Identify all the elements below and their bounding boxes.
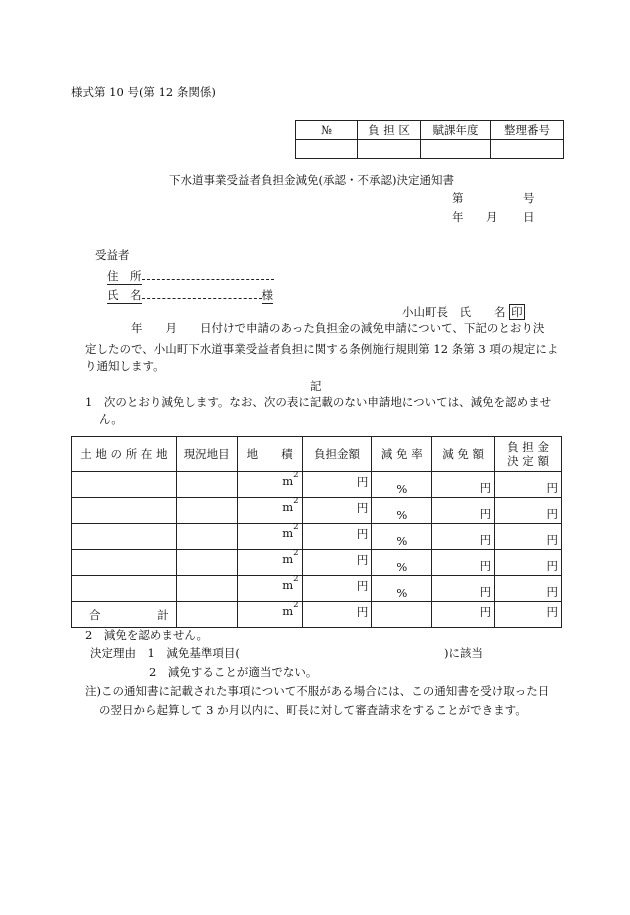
land-type-cell[interactable] xyxy=(176,576,237,602)
area-cell[interactable] xyxy=(237,550,302,576)
area-cell[interactable] xyxy=(237,576,302,602)
area-cell[interactable] xyxy=(237,472,302,498)
col-location: 土 地 の 所 在 地 xyxy=(72,437,177,472)
rate-cell[interactable] xyxy=(372,472,432,498)
form-label: 様式第 10 号(第 12 条関係) xyxy=(71,85,216,99)
yen-unit: 円 xyxy=(356,475,369,489)
total-label-left: 合 xyxy=(89,607,101,622)
reason-line-1-end: )に該当 xyxy=(444,646,483,660)
land-type-cell[interactable] xyxy=(176,524,237,550)
col-land-type: 現況地目 xyxy=(176,437,237,472)
yen-unit: 円 xyxy=(356,553,369,567)
total-rate-cell xyxy=(372,602,432,628)
sqm-unit: m xyxy=(282,578,294,592)
percent-unit: % xyxy=(396,586,408,600)
yen-unit: 円 xyxy=(546,559,558,573)
ki-heading: 記 xyxy=(310,379,322,393)
total-label xyxy=(72,602,177,628)
table-row xyxy=(72,550,562,576)
table-row xyxy=(72,576,562,602)
yen-unit: 円 xyxy=(546,585,558,599)
reduction-cell[interactable] xyxy=(432,524,495,550)
land-type-cell[interactable] xyxy=(176,550,237,576)
total-land-type xyxy=(176,602,237,628)
decided-cell[interactable] xyxy=(495,550,562,576)
reason-line-1: 決定理由 1 減免基準項目( xyxy=(90,646,240,660)
percent-unit: % xyxy=(396,508,408,522)
yen-unit: 円 xyxy=(479,559,492,573)
note-line-2: の翌日から起算して 3 か月以内に、町長に対して審査請求をすることができます。 xyxy=(99,703,527,717)
yen-unit: 円 xyxy=(356,527,369,541)
issuer-title: 小山町長 氏 名 xyxy=(402,305,506,319)
address-field[interactable] xyxy=(142,266,274,280)
col-rate: 減 免 率 xyxy=(372,437,432,472)
total-reduction-cell[interactable] xyxy=(432,602,495,628)
col-reduction: 減 免 額 xyxy=(432,437,495,472)
sqm-unit: m xyxy=(282,474,294,488)
yen-unit: 円 xyxy=(356,605,369,619)
sqm-unit: m xyxy=(282,500,294,514)
yen-unit: 円 xyxy=(479,585,492,599)
area-cell[interactable] xyxy=(237,524,302,550)
header-reference-number: 整理番号 xyxy=(491,121,564,140)
recipient-label: 受益者 xyxy=(95,248,130,262)
yen-unit: 円 xyxy=(546,605,558,619)
charge-cell[interactable] xyxy=(302,472,372,498)
yen-unit: 円 xyxy=(356,501,369,515)
yen-unit: 円 xyxy=(356,579,369,593)
col-charge: 負担金額 xyxy=(302,437,372,472)
col-area: 地 積 xyxy=(237,437,302,472)
charge-cell[interactable] xyxy=(302,498,372,524)
area-cell[interactable] xyxy=(237,498,302,524)
table-row xyxy=(72,472,562,498)
location-cell[interactable] xyxy=(72,576,177,602)
sqm-sup: 2 xyxy=(293,574,299,584)
levy-year-field[interactable] xyxy=(421,140,491,159)
intro-line-1: 年 月 日付けで申請のあった負担金の減免申請について、下記のとおり決 xyxy=(131,321,545,335)
sqm-sup: 2 xyxy=(293,496,299,506)
date-day: 日 xyxy=(523,210,535,224)
header-no: № xyxy=(296,121,358,140)
yen-unit: 円 xyxy=(546,533,558,547)
reduction-cell[interactable] xyxy=(432,472,495,498)
sqm-sup: 2 xyxy=(293,470,299,480)
rate-cell[interactable] xyxy=(372,550,432,576)
document-title: 下水道事業受益者負担金減免(承認・不承認)決定通知書 xyxy=(169,173,454,187)
sqm-sup: 2 xyxy=(293,548,299,558)
burden-district-field[interactable] xyxy=(358,140,421,159)
table-row xyxy=(72,498,562,524)
item1-line-2: ん。 xyxy=(99,412,123,426)
reduction-cell[interactable] xyxy=(432,550,495,576)
decided-cell[interactable] xyxy=(495,576,562,602)
sqm-unit: m xyxy=(282,526,294,540)
name-field[interactable] xyxy=(142,285,262,299)
total-area-cell[interactable] xyxy=(237,602,302,628)
col-decided xyxy=(495,437,562,472)
charge-cell[interactable] xyxy=(302,524,372,550)
reduction-cell[interactable] xyxy=(432,498,495,524)
sqm-sup: 2 xyxy=(293,600,299,610)
percent-unit: % xyxy=(396,534,408,548)
rate-cell[interactable] xyxy=(372,576,432,602)
reduction-table xyxy=(71,436,562,628)
sama-label: 様 xyxy=(261,288,273,302)
rate-cell[interactable] xyxy=(372,524,432,550)
total-row xyxy=(72,602,562,628)
reason-line-2: 2 減免することが適当でない。 xyxy=(149,665,318,679)
total-decided-cell[interactable] xyxy=(495,602,562,628)
yen-unit: 円 xyxy=(479,533,492,547)
yen-unit: 円 xyxy=(479,507,492,521)
number-go: 号 xyxy=(523,191,535,205)
seal-mark: 印 xyxy=(511,305,523,319)
sqm-unit: m xyxy=(282,604,294,618)
location-cell[interactable] xyxy=(72,524,177,550)
location-cell[interactable] xyxy=(72,550,177,576)
date-year: 年 xyxy=(452,210,464,224)
percent-unit: % xyxy=(396,560,408,574)
charge-cell[interactable] xyxy=(302,550,372,576)
name-label: 氏 名 xyxy=(107,288,142,302)
reference-number-field[interactable] xyxy=(491,140,564,159)
location-cell[interactable] xyxy=(72,498,177,524)
intro-line-3: り通知します。 xyxy=(85,359,165,373)
rate-cell[interactable] xyxy=(372,498,432,524)
name-row xyxy=(107,285,273,304)
location-cell[interactable] xyxy=(72,472,177,498)
land-type-cell[interactable] xyxy=(176,472,237,498)
col-decided-line-1: 負 担 金 xyxy=(507,440,549,454)
number-dai: 第 xyxy=(452,191,464,205)
header-burden-district: 負 担 区 xyxy=(358,121,421,140)
yen-unit: 円 xyxy=(479,605,492,619)
sqm-sup: 2 xyxy=(293,522,299,532)
yen-unit: 円 xyxy=(546,481,558,495)
total-label-right: 計 xyxy=(157,607,169,622)
col-decided-line-2: 決 定 額 xyxy=(507,454,549,468)
total-charge-cell[interactable] xyxy=(302,602,372,628)
header-levy-year: 賦課年度 xyxy=(421,121,491,140)
yen-unit: 円 xyxy=(479,481,492,495)
item1-line-1: 1 次のとおり減免します。なお、次の表に記載のない申請地については、減免を認めませ xyxy=(85,395,552,409)
table-row xyxy=(72,524,562,550)
reduction-cell[interactable] xyxy=(432,576,495,602)
decided-cell[interactable] xyxy=(495,498,562,524)
intro-line-2: 定したので、小山町下水道事業受益者負担に関する条例施行規則第 12 条第 3 項の規定によ xyxy=(85,342,559,356)
address-label: 住 所 xyxy=(107,269,142,283)
date-month: 月 xyxy=(486,210,498,224)
no-field[interactable] xyxy=(296,140,358,159)
note-line-1: 注)この通知書に記載された事項について不服がある場合には、この通知書を受け取った日 xyxy=(85,684,550,698)
item2-line-1: 2 減免を認めません。 xyxy=(85,628,209,642)
sqm-unit: m xyxy=(282,552,294,566)
header-table xyxy=(295,120,564,159)
address-row xyxy=(107,266,274,285)
percent-unit: % xyxy=(396,482,408,496)
charge-cell[interactable] xyxy=(302,576,372,602)
land-type-cell[interactable] xyxy=(176,498,237,524)
decided-cell[interactable] xyxy=(495,524,562,550)
yen-unit: 円 xyxy=(546,507,558,521)
decided-cell[interactable] xyxy=(495,472,562,498)
